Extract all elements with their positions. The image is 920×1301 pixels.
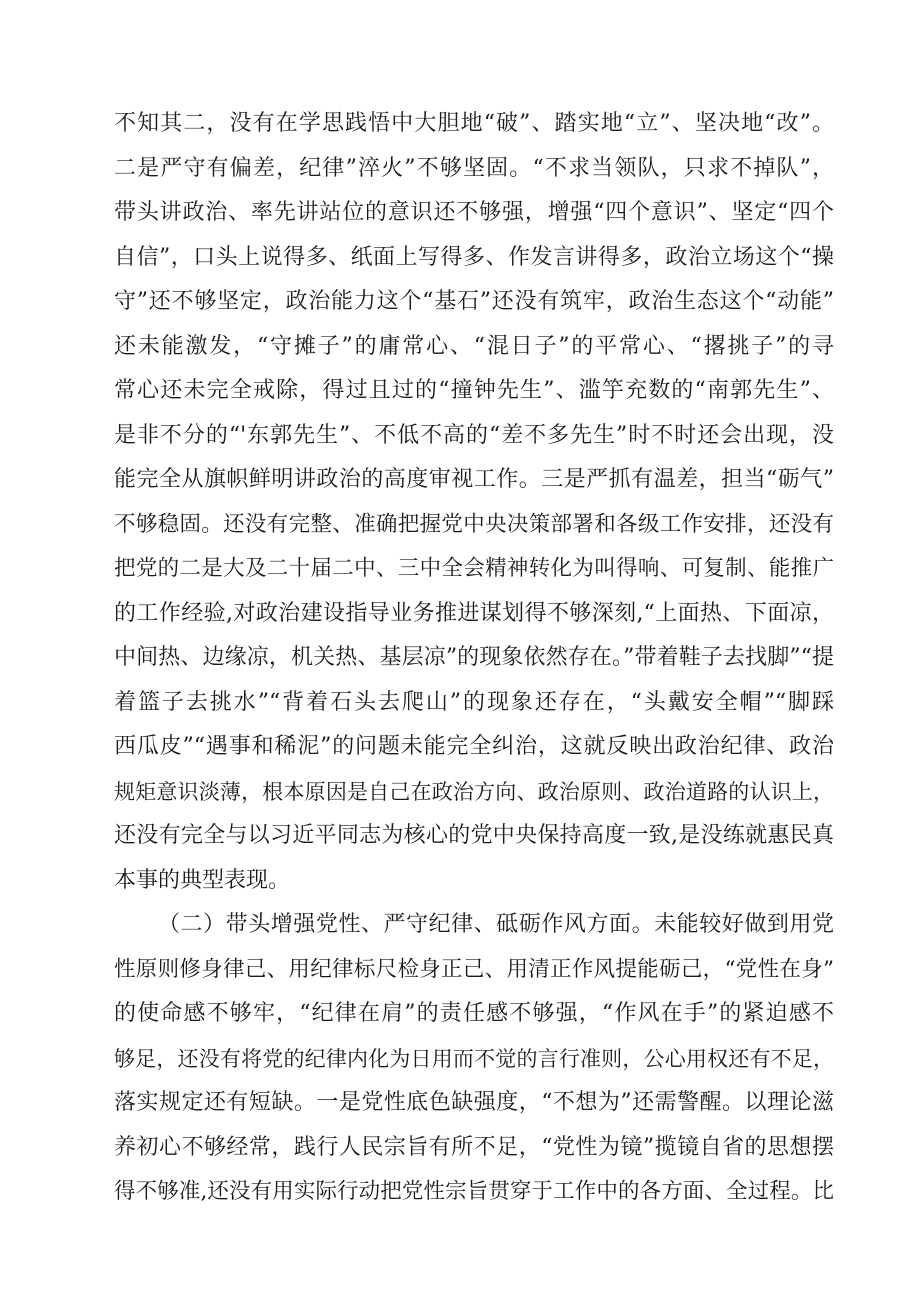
text-line: 把党的二是大及二十届二中、三中全会精神转化为叫得响、可复制、能推广 bbox=[114, 556, 834, 581]
text-line: 还未能激发，“守摊子”的庸常心、“混日子”的平常心、“撂挑子”的寻 bbox=[114, 333, 834, 359]
text-line: 守”还不够坚定，政治能力这个“基石”还没有筑牢，政治生态这个“动能” bbox=[114, 289, 834, 314]
paragraph-end-line: 本事的典型表现。 bbox=[114, 867, 291, 893]
text-line: 不知其二，没有在学思践悟中大胆地“破”、踏实地“立”、坚决地“改”。 bbox=[114, 111, 834, 136]
text-line: 是非不分的“'东郭先生”、不低不高的“差不多先生”时不时还会出现，没 bbox=[114, 422, 834, 448]
text-line: 得不够准,还没有用实际行动把党性宗旨贯穿于工作中的各方面、全过程。比 bbox=[114, 1179, 834, 1204]
text-line: 够足，还没有将党的纪律内化为日用而不觉的言行准则，公心用权还有不足， bbox=[114, 1046, 834, 1071]
text-line: 带头讲政治、率先讲站位的意识还不够强，增强“四个意识”、坚定“四个 bbox=[114, 200, 834, 225]
text-line: 落实规定还有短缺。一是党性底色缺强度，“不想为”还需警醒。以理论滋 bbox=[114, 1090, 834, 1115]
text-line: 着篮子去挑水”“背着石头去爬山”的现象还存在，“头戴安全帽”“脚踩 bbox=[114, 689, 834, 715]
text-line: 二是严守有偏差，纪律”淬火”不够坚固。“不求当领队，只求不掉队”， bbox=[114, 155, 834, 181]
text-line: 规矩意识淡薄，根本原因是自己在政治方向、政治原则、政治道路的认识上， bbox=[114, 779, 834, 804]
text-line: 自信”，口头上说得多、纸面上写得多、作发言讲得多，政治立场这个“操 bbox=[114, 244, 834, 270]
text-line: 西瓜皮”“遇事和稀泥”的问题未能完全纠治，这就反映出政治纪律、政治 bbox=[114, 734, 834, 759]
section-heading-line: （二）带头增强党性、严守纪律、砥砺作风方面。未能较好做到用党 bbox=[158, 912, 834, 937]
text-line: 能完全从旗帜鲜明讲政治的高度审视工作。三是严抓有温差，担当“砺气” bbox=[114, 467, 834, 492]
text-line: 常心还未完全戒除，得过且过的“撞钟先生”、滥竽充数的“南郭先生”、 bbox=[114, 378, 834, 403]
text-line: 不够稳固。还没有完整、准确把握党中央决策部署和各级工作安排，还没有 bbox=[114, 511, 834, 537]
text-line: 中间热、边缘凉，机关热、基层凉”的现象依然存在。”带着鞋子去找脚”“提 bbox=[114, 645, 834, 670]
text-line: 的使命感不够牢，“纪律在肩”的责任感不够强，“作风在手”的紧迫感不 bbox=[114, 1001, 834, 1026]
document-body bbox=[114, 102, 834, 1215]
text-line: 性原则修身律己、用纪律标尺检身正己、用清正作风提能砺己，“党性在身” bbox=[114, 956, 834, 982]
text-line: 的工作经验,对政治建设指导业务推进谋划得不够深刻,“上面热、下面凉， bbox=[114, 600, 834, 626]
text-line: 还没有完全与以习近平同志为核心的党中央保持高度一致,是没练就惠民真 bbox=[114, 823, 834, 848]
text-line: 养初心不够经常，践行人民宗旨有所不足，“党性为镜”揽镜自省的思想摆 bbox=[114, 1134, 834, 1160]
